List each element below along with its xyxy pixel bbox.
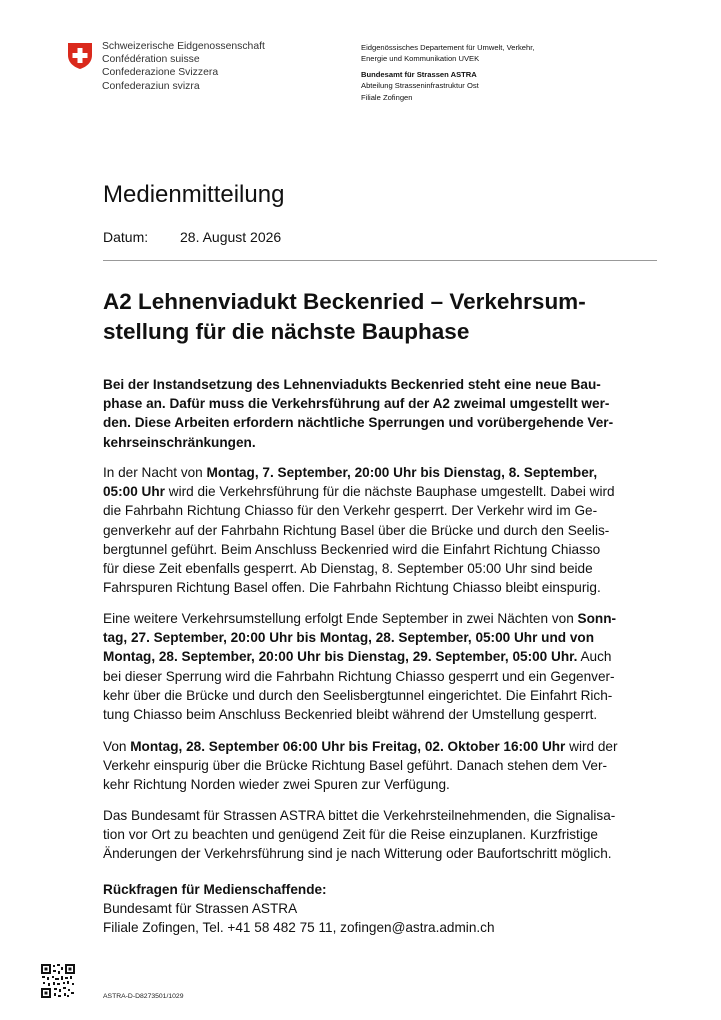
lead-line: phase an. Dafür muss die Verkehrsführung auf der A2 zweimal umgestellt wer- xyxy=(103,396,610,412)
paragraph-line: bergtunnel geführt. Beim Anschluss Beckenried wird die Einfahrt Richtung Chiasso xyxy=(103,541,601,557)
body-paragraph-3 xyxy=(103,737,663,795)
date-range-bold: Montag, 7. September, 20:00 Uhr bis Dienstag, 8. September, xyxy=(206,465,598,480)
date-range-bold: tag, 27. September, 20:00 Uhr bis Montag, 28. September, 05:00 Uhr und von xyxy=(103,630,595,646)
swiss-crest-icon xyxy=(66,42,94,70)
contact-heading: Rückfragen für Medienschaffende: xyxy=(103,882,327,897)
text-run: wird die Verkehrsführung für die nächste Bauphase umgestellt. Dabei wird xyxy=(164,484,615,500)
date-range-bold: Sonn- xyxy=(577,611,617,626)
confederation-de: Schweizerische Eidgenossenschaft xyxy=(102,41,265,52)
confederation-fr: Confédération suisse xyxy=(102,54,200,66)
document-reference: ASTRA-D-D8273501/1029 xyxy=(103,993,184,1000)
body-paragraph-4 xyxy=(103,806,663,864)
paragraph-line: bei dieser Sperrung wird die Fahrbahn Richtung Chiasso gesperrt und ein Gegenver- xyxy=(103,668,615,684)
text-run: In der Nacht von xyxy=(103,465,207,480)
date-label: Datum: xyxy=(103,229,149,245)
paragraph-line: Fahrspuren Richtung Basel offen. Die Fahrbahn Richtung Chiasso bleibt einspurig. xyxy=(103,580,601,596)
contact-block xyxy=(103,880,663,938)
paragraph-line: kehr Richtung Norden wieder zwei Spuren zur Verfügung. xyxy=(103,777,450,793)
paragraph-line: genverkehr auf der Fahrbahn Richtung Basel über die Brücke und durch den Seelis- xyxy=(103,522,610,538)
paragraph-line: tung Chiasso beim Anschluss Beckenried bleibt während der Umstellung gesperrt. xyxy=(103,707,598,723)
department-block xyxy=(361,42,534,103)
department-line-2: Energie und Kommunikation UVEK xyxy=(361,54,480,64)
paragraph-line: kehr über die Brücke und durch den Seelisbergtunnel eingerichtet. Die Einfahrt Rich- xyxy=(103,687,613,703)
text-run: Auch xyxy=(577,649,612,665)
text-run: Von xyxy=(103,739,131,754)
paragraph-line: Verkehr einspurig über die Brücke Richtung Basel geführt. Danach stehen dem Ver- xyxy=(103,758,608,774)
paragraph-line: Das Bundesamt für Strassen ASTRA bittet die Verkehrsteilnehmenden, die Signalisa- xyxy=(103,808,616,823)
confederation-it: Confederazione Svizzera xyxy=(102,67,219,79)
paragraph-line xyxy=(103,737,663,756)
contact-line: Bundesamt für Strassen ASTRA xyxy=(103,901,298,917)
confederation-rm: Confederaziun svizra xyxy=(102,80,200,92)
date-range-bold: Montag, 28. September, 20:00 Uhr bis Dienstag, 29. September, 05:00 Uhr. xyxy=(103,649,578,665)
title-line-1: A2 Lehnenviadukt Beckenried – Verkehrsum- xyxy=(103,289,586,314)
paragraph-line xyxy=(103,628,663,647)
lead-line: den. Diese Arbeiten erfordern nächtliche Sperrungen und vorübergehende Ver- xyxy=(103,415,614,431)
contact-line: Filiale Zofingen, Tel. +41 58 482 75 11, zofingen@astra.admin.ch xyxy=(103,920,495,936)
date-value: 28. August 2026 xyxy=(180,229,282,245)
text-run: Eine weitere Verkehrsumstellung erfolgt Ende September in zwei Nächten von xyxy=(103,611,578,626)
document-type: Medienmitteilung xyxy=(103,181,285,208)
paragraph-line xyxy=(103,463,663,482)
paragraph-line: für diese Zeit ebenfalls gesperrt. Ab Dienstag, 8. September 05:00 Uhr sind beide xyxy=(103,561,593,577)
paragraph-line xyxy=(103,647,663,666)
division-line-1: Abteilung Strasseninfrastruktur Ost xyxy=(361,81,479,91)
divider xyxy=(103,260,657,261)
title-line-2: stellung für die nächste Bauphase xyxy=(103,319,470,344)
qr-code-icon xyxy=(40,963,76,999)
office-name: Bundesamt für Strassen ASTRA xyxy=(361,69,477,79)
paragraph-line xyxy=(103,482,663,501)
lead-line: Bei der Instandsetzung des Lehnenviadukts Beckenried steht eine neue Bau- xyxy=(103,377,601,392)
paragraph-line xyxy=(103,609,663,628)
text-run: wird der xyxy=(565,739,618,754)
paragraph-line: die Fahrbahn Richtung Chiasso für den Verkehr gesperrt. Der Verkehr wird im Ge- xyxy=(103,503,598,519)
division-line-2: Filiale Zofingen xyxy=(361,92,413,102)
paragraph-line: tion vor Ort zu beachten und genügend Zeit für die Reise einzuplanen. Kurzfristige xyxy=(103,827,598,843)
paragraph-line: Änderungen der Verkehrsführung sind je nach Witterung oder Baufortschritt möglich. xyxy=(103,846,612,862)
body-paragraph-2 xyxy=(103,609,663,724)
confederation-names xyxy=(102,40,265,93)
lead-line: kehrseinschränkungen. xyxy=(103,434,256,450)
lead-paragraph xyxy=(103,375,663,452)
date-range-bold: Montag, 28. September 06:00 Uhr bis Freitag, 02. Oktober 16:00 Uhr xyxy=(130,739,566,754)
body-paragraph-1 xyxy=(103,463,663,597)
date-range-bold: 05:00 Uhr xyxy=(103,484,165,500)
page-title xyxy=(103,287,663,347)
department-line-1: Eidgenössisches Departement für Umwelt, Verkehr, xyxy=(361,43,535,52)
